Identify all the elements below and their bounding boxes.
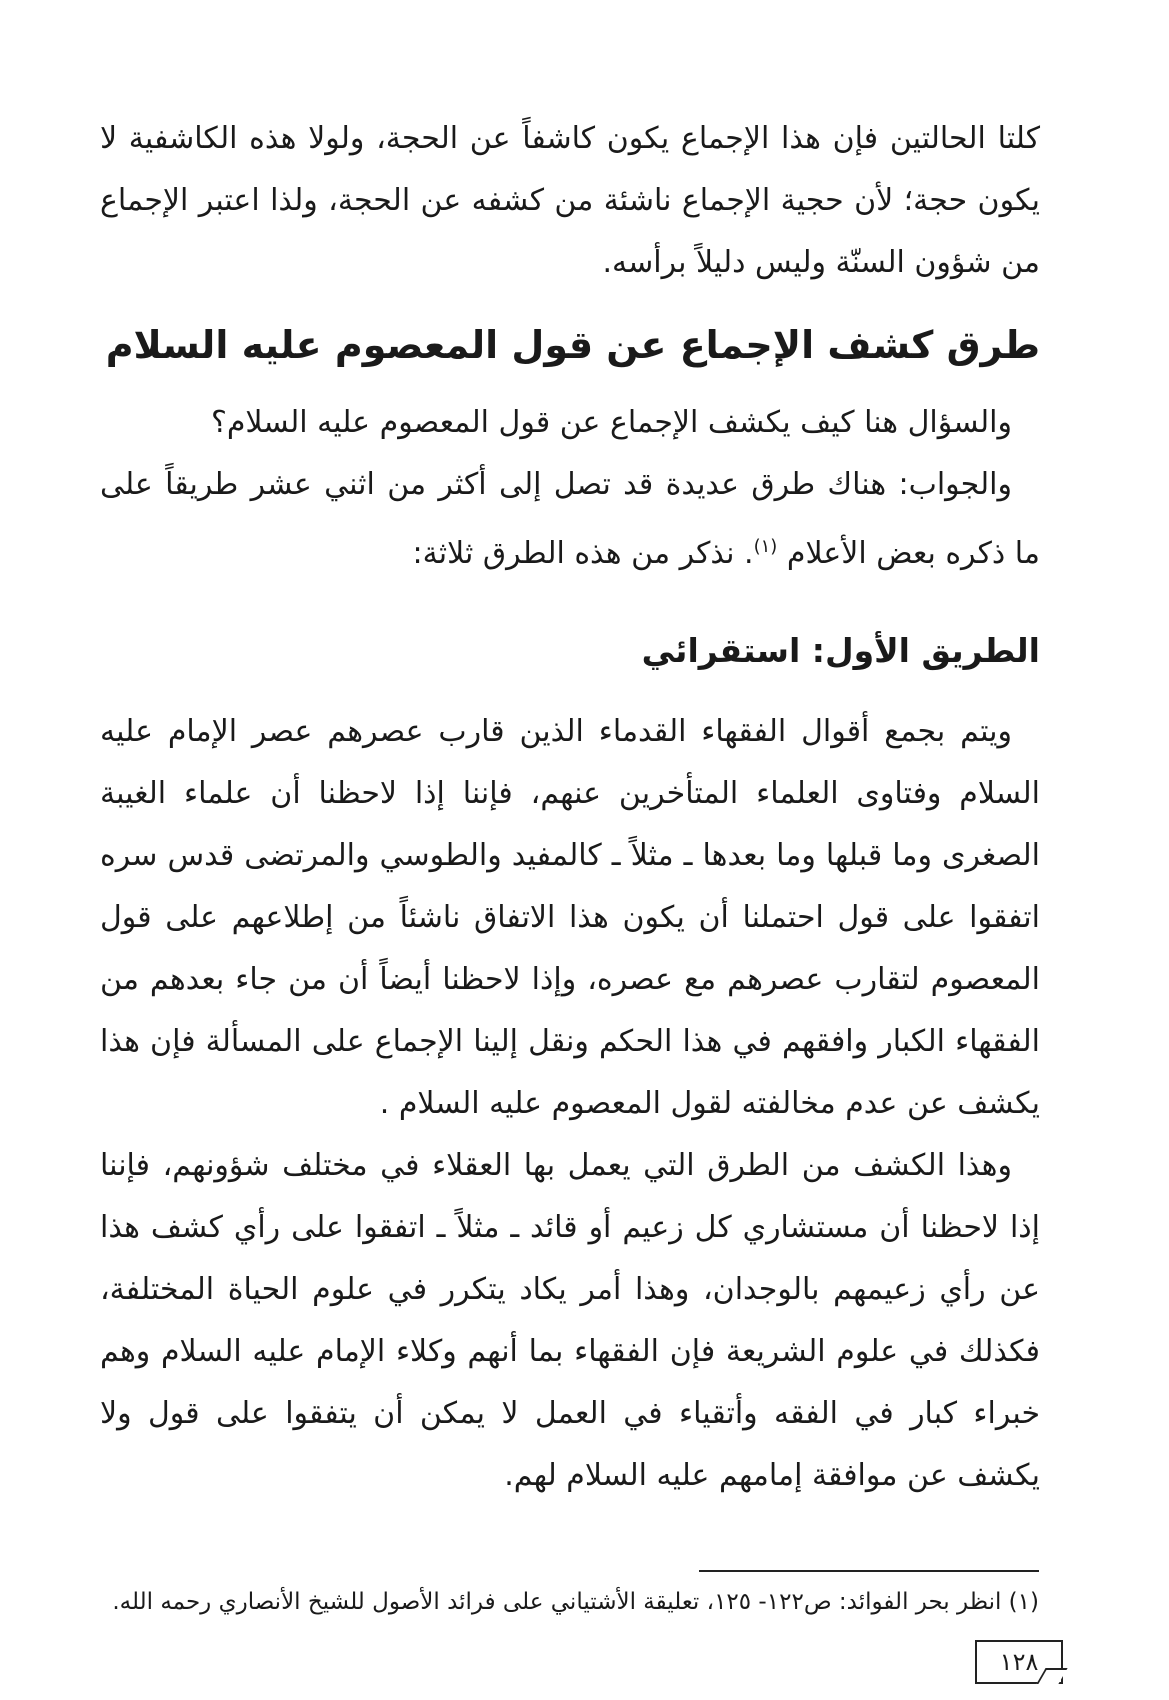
subsection-heading: الطريق الأول: استقرائي xyxy=(641,631,1040,670)
page-number-text: ١٢٨ xyxy=(999,1648,1039,1676)
paragraph-analogy: وهذا الكشف من الطرق التي يعمل بها العقلاء في مختلف شؤونهم، فإننا إذا لاحظنا أن مستشاري كل زعيم أو قائد ـ مثلاً ـ اتفقوا على رأي كشف هذا عن رأي زعيمهم بالوجدان، وهذا أمر يكاد يتكرر في علوم الحياة المختلفة، فكذلك في علوم الشريعة فإن الفقهاء بما أنهم وكلاء الإمام عليه السلام وهم خبراء كبار في الفقه وأتقياء في العمل لا يمكن أن يتفقوا على قول ولا يكشف عن موافقة إمامهم عليه السلام لهم. xyxy=(100,1148,1040,1493)
paragraph-intro: كلتا الحالتين فإن هذا الإجماع يكون كاشفاً عن الحجة، ولولا هذه الكاشفية لا يكون حجة؛ لأن حجية الإجماع ناشئة من كشفه عن الحجة، ولذا اعتبر الإجماع من شؤون السنّة وليس دليلاً برأسه. xyxy=(100,121,1040,280)
footnote-divider xyxy=(699,1570,1039,1572)
paragraph-question: والسؤال هنا كيف يكشف الإجماع عن قول المعصوم عليه السلام؟ xyxy=(210,405,1012,440)
footnote-reference[interactable]: (١) xyxy=(753,536,778,557)
footnote: (١) انظر بحر الفوائد: ص١٢٢- ١٢٥، تعليقة الأشتياني على فرائد الأصول للشيخ الأنصاري رحمه الله. xyxy=(112,1589,1039,1615)
answer-text-end: . نذكر من هذه الطرق ثلاثة: xyxy=(412,536,754,571)
section-heading: طرق كشف الإجماع عن قول المعصوم عليه السلام xyxy=(105,323,1040,367)
page-body xyxy=(100,108,1040,1507)
page-number xyxy=(975,1640,1063,1684)
paragraph-method: ويتم بجمع أقوال الفقهاء القدماء الذين قارب عصرهم عصر الإمام عليه السلام وفتاوى العلماء المتأخرين عنهم، فإننا إذا لاحظنا أن علماء الغيبة الصغرى وما قبلها وما بعدها ـ مثلاً ـ كالمفيد والطوسي والمرتضى قدس سره اتفقوا على قول احتملنا أن يكون هذا الاتفاق ناشئاً من إطلاعهم على قول المعصوم لتقارب عصرهم مع عصره، وإذا لاحظنا أيضاً أن من جاء بعدهم من الفقهاء الكبار وافقهم في هذا الحكم ونقل إلينا الإجماع على المسألة فإن هذا يكشف عن عدم مخالفته لقول المعصوم عليه السلام . xyxy=(100,714,1040,1121)
answer-text: والجواب: هناك طرق عديدة قد تصل إلى أكثر من اثني عشر طريقاً على ما ذكره بعض الأعلام xyxy=(100,467,1040,571)
paragraph-answer xyxy=(100,454,1040,585)
